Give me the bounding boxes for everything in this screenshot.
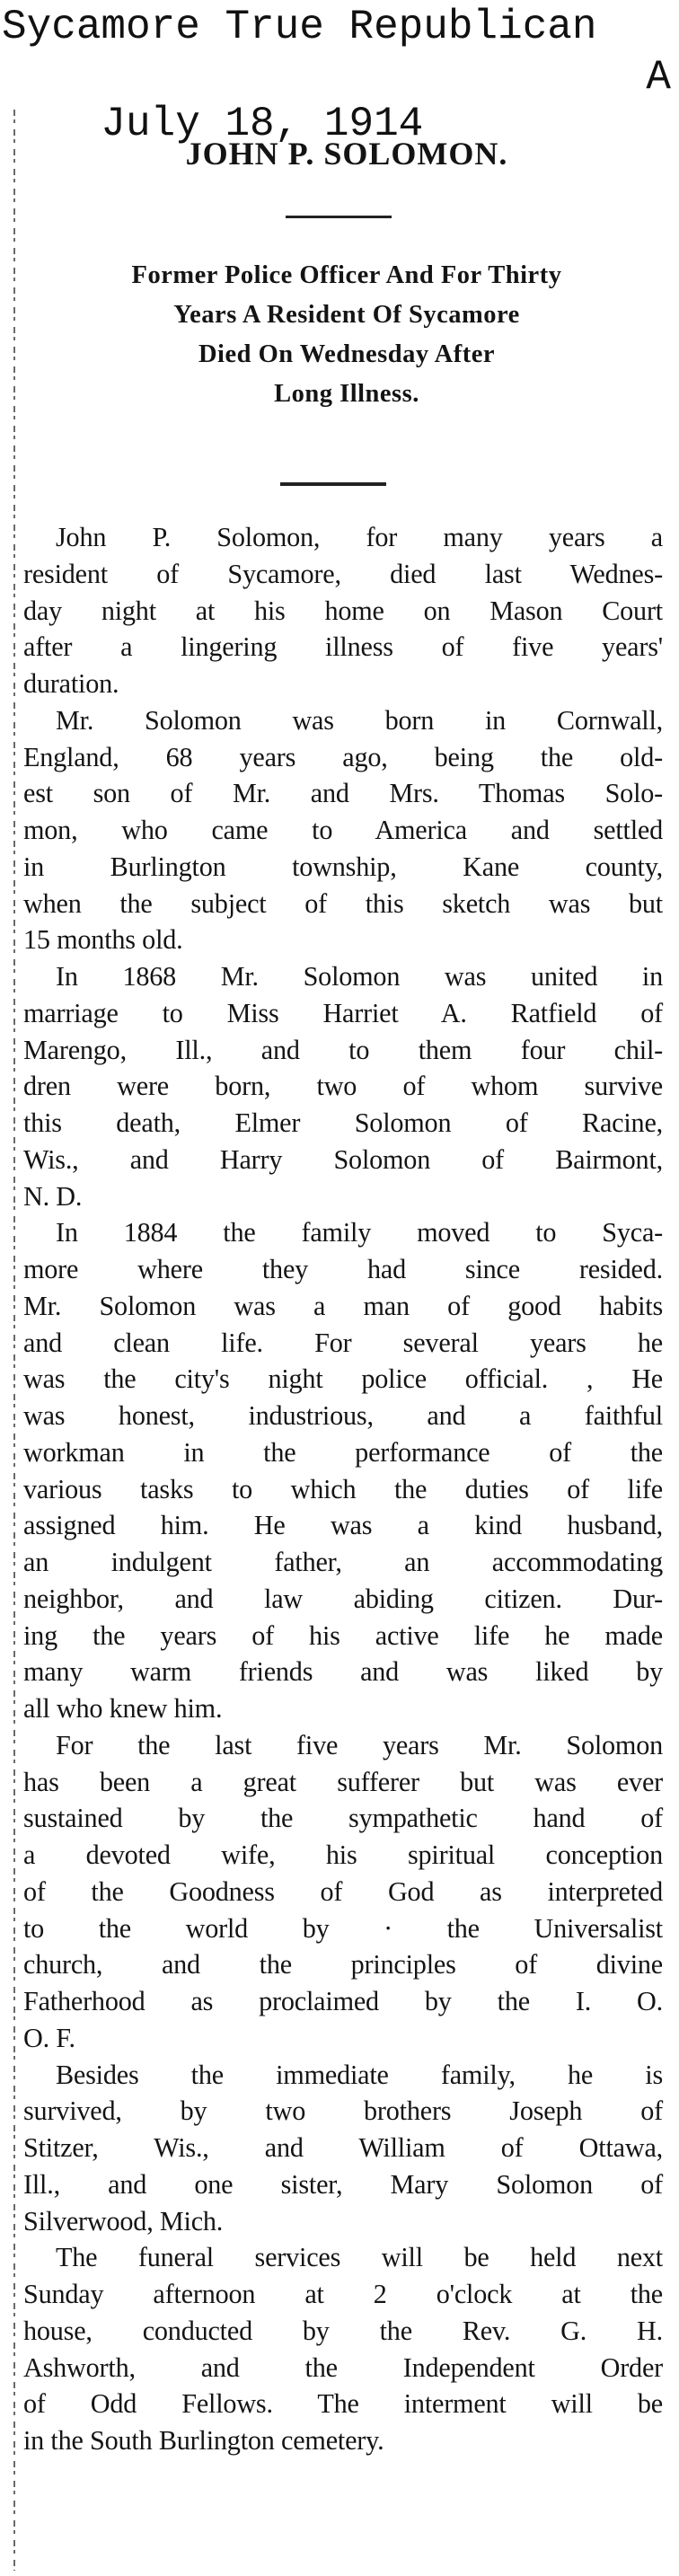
subhead-line: Former Police Officer And For Thirty [131,261,562,289]
article-line: Silverwood, Mich. [23,2205,224,2236]
article-line: 15 months old. [23,924,183,956]
article-line: Marengo, Ill., and to them four chil- [23,1034,663,1065]
article-line: Stitzer, Wis., and William of Ottawa, [23,2132,663,2163]
article-line: Mr. Solomon was born in Cornwall, [56,704,663,736]
article-line: resident of Sycamore, died last Wednes- [23,558,663,589]
article-line: an indulgent father, an accommodating [23,1547,663,1577]
article-line: workman in the performance of the [23,1436,663,1468]
headline-divider [286,216,392,218]
article-line: has been a great sufferer but was ever [23,1766,663,1797]
article-line: was the city's night police official. , He [23,1363,663,1395]
article-line: was honest, industrious, and a faithful [23,1400,663,1431]
article-line: marriage to Miss Harriet A. Ratfield of [23,997,663,1028]
article-line: sustained by the sympathetic hand of [23,1803,663,1834]
article-line: For the last five years Mr. Solomon [56,1729,663,1760]
article-line: to the world by · the Universalist [23,1912,663,1944]
subhead-line: Died On Wednesday After [198,340,496,368]
article-line: Sunday afternoon at 2 o'clock at the [23,2279,663,2309]
article-line: a devoted wife, his spiritual conception [23,1839,663,1870]
article-line: Ashworth, and the Independent Order [23,2351,663,2383]
article-line: various tasks to which the duties of life [23,1473,663,1504]
column-margin-rule [13,110,15,2571]
subhead-line: Long Illness. [274,380,419,408]
article-body [23,519,663,2459]
article-line: of the Goodness of God as interpreted [23,1875,663,1907]
article-line: after a lingering illness of five years' [23,631,663,663]
article-line: The funeral services will be held next [56,2242,663,2273]
article-line: N. D. [23,1180,83,1212]
article-line: Wis., and Harry Solomon of Bairmont, [23,1143,663,1175]
article-line: Ill., and one sister, Mary Solomon of [23,2168,663,2200]
clipping-date: July 18, 1914 [101,101,424,147]
article-line: in Burlington township, Kane county, [23,851,663,882]
article-line: this death, Elmer Solomon of Racine, [23,1107,663,1138]
article-line: Mr. Solomon was a man of good habits [23,1290,663,1321]
article-line: of Odd Fellows. The interment will be [23,2388,663,2420]
article-line: mon, who came to America and settled [23,815,663,845]
article-line: O. F. [23,2022,75,2053]
subhead-line: Years A Resident Of Sycamore [173,301,520,329]
article-line: many warm friends and was liked by [23,1656,663,1688]
article-line: house, conducted by the Rev. G. H. [23,2315,663,2346]
article-line: ing the years of his active life he made [23,1619,663,1651]
article-line: est son of Mr. and Mrs. Thomas Solo- [23,778,663,809]
article-line: and clean life. For several years he [23,1327,663,1358]
subheadline [23,256,670,414]
article-line: neighbor, and law abiding citizen. Dur- [23,1583,663,1614]
article-line: In 1884 the family moved to Syca- [56,1217,663,1248]
article-line: survived, by two brothers Joseph of [23,2095,663,2127]
article-line: day night at his home on Mason Court [23,595,663,626]
article-line: England, 68 years ago, being the old- [23,741,663,772]
paper-name: Sycamore True Republican [2,4,597,50]
article-line: duration. [23,668,119,699]
article-line: In 1868 Mr. Solomon was united in [56,961,663,992]
article-line: Fatherhood as proclaimed by the I. O. [23,1986,663,2016]
article-line: church, and the principles of divine [23,1949,663,1981]
article-line: dren were born, two of whom survive [23,1071,663,1102]
clipping-letter: A [646,54,671,101]
article-line: Besides the immediate family, he is [56,2059,663,2090]
article-line: assigned him. He was a kind husband, [23,1510,663,1541]
article-line: in the South Burlington cemetery. [23,2425,384,2456]
article-line: more where they had since resided. [23,1254,663,1284]
subhead-divider [280,482,386,486]
article-line: all who knew him. [23,1693,223,1724]
article-line: John P. Solomon, for many years a [56,522,663,552]
article-line: when the subject of this sketch was but [23,887,663,919]
headline: JOHN P. SOLOMON. [185,136,508,172]
